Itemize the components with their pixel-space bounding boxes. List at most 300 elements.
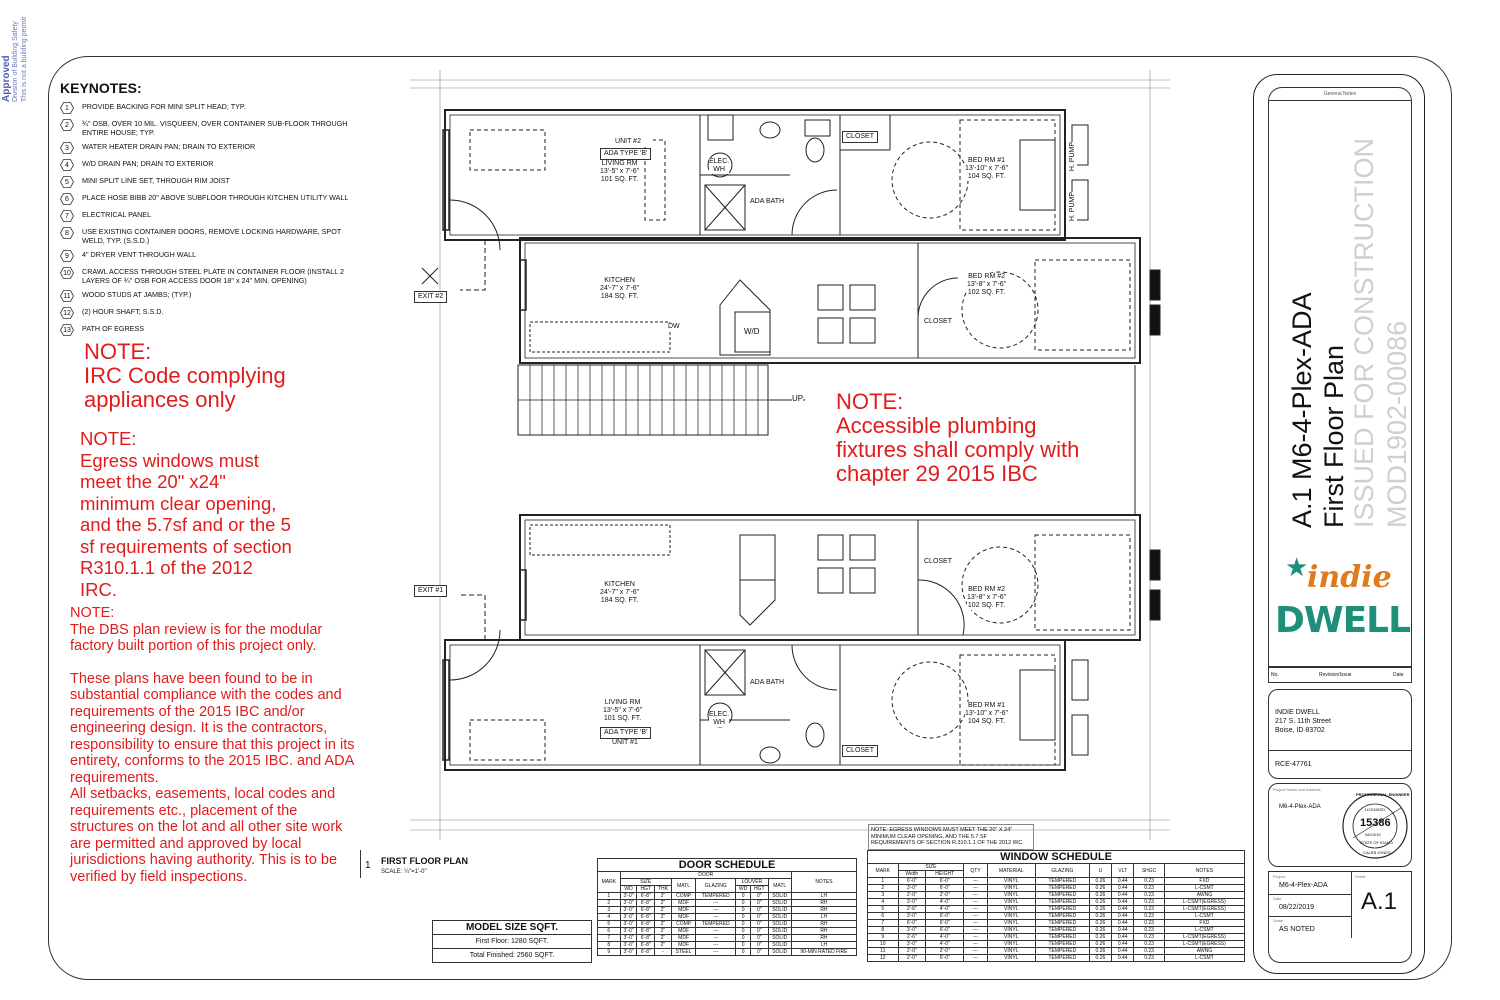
closet-bottom-upper-label: CLOSET <box>924 558 953 565</box>
sheet-title-2: First Floor Plan <box>1319 344 1349 528</box>
window-schedule-cell: 4'-0" <box>926 941 964 948</box>
window-schedule-cell: TEMPERED <box>1035 892 1089 899</box>
plumbing-note <box>836 390 1136 486</box>
window-schedule-cell: VINYL <box>987 899 1035 906</box>
egress-note-line: sf requirements of section <box>80 535 292 557</box>
window-schedule-cell: --- <box>964 892 987 899</box>
date-value: 08/22/2019 <box>1279 904 1315 911</box>
door-schedule-cell: --- <box>696 928 736 935</box>
rev-issue-label: Revision/Issue <box>1319 672 1352 678</box>
door-schedule-row <box>598 928 857 935</box>
window-schedule-cell: VINYL <box>987 927 1035 934</box>
window-schedule-cell: AWNG <box>1164 892 1244 899</box>
window-schedule-cell: 11 <box>868 948 899 955</box>
title-block-main <box>1268 87 1412 667</box>
proj-label: Project <box>1273 874 1286 879</box>
keynote-number: 4 <box>65 161 69 169</box>
window-schedule-cell: 0.44 <box>1112 878 1134 885</box>
window-schedule-cell: FXD <box>1164 878 1244 885</box>
door-schedule-cell: 8 <box>598 942 621 949</box>
window-schedule-cell: 3 <box>868 892 899 899</box>
proj-value: M6-4-Plex-ADA <box>1279 882 1328 889</box>
door-schedule-cell: 5 <box>598 921 621 928</box>
living-room-2-label: LIVING RM 13'-5" x 7'-6" 101 SQ. FT. <box>600 160 640 183</box>
irc-note-title: NOTE: <box>84 339 152 364</box>
keynote-number: 9 <box>65 252 69 260</box>
dbs-note-text: The DBS plan review is for the modular factory built portion of this project only. <box>70 621 323 654</box>
door-schedule-table <box>597 871 857 956</box>
window-schedule-cell: 0.23 <box>1134 941 1165 948</box>
keynote-hex-icon <box>60 159 74 171</box>
keynote-item <box>60 210 360 222</box>
door-schedule-cell: MDF <box>671 900 695 907</box>
window-schedule-cell: VINYL <box>987 892 1035 899</box>
setbacks-note-text: All setbacks, easements, local codes and requirements etc., placement of the structures on the lot and all other site work are permitted and approved by local jurisdictions having authority. This is to be verified by field inspections. <box>70 786 343 885</box>
window-schedule-cell: 2'-0" <box>898 892 926 899</box>
window-schedule-cell: 6'-0" <box>926 913 964 920</box>
keynotes-title: KEYNOTES: <box>60 80 142 96</box>
door-schedule-cell: 0 <box>736 928 751 935</box>
egress-note-line: and the 5.7sf and or the 5 <box>80 514 291 535</box>
title-block <box>1253 74 1425 974</box>
door-schedule <box>597 858 857 956</box>
window-schedule-cell: FXD <box>1164 920 1244 927</box>
irc-note <box>84 340 364 412</box>
door-schedule-cell: SOLID <box>768 928 791 935</box>
door-schedule-cell: RH <box>791 928 856 935</box>
window-schedule-cell: VINYL <box>987 934 1035 941</box>
window-schedule-cell: 4'-0" <box>926 934 964 941</box>
door-schedule-cell: LH <box>791 942 856 949</box>
door-schedule-cell: LH <box>791 893 856 900</box>
window-schedule-row <box>868 941 1245 948</box>
door-h-size: SIZE <box>620 879 671 886</box>
door-schedule-cell: 3'-0" <box>620 942 637 949</box>
door-schedule-row <box>598 893 857 900</box>
egress-note-title: NOTE: <box>80 428 137 449</box>
door-schedule-cell: 6'-8" <box>637 900 655 907</box>
window-schedule-cell: 0.23 <box>1134 955 1165 962</box>
window-schedule-cell: 0.23 <box>1134 892 1165 899</box>
stair-up-label: UP <box>792 394 804 403</box>
win-h-height: HEIGHT <box>926 871 964 878</box>
stamp-line1: Division of Building Safety <box>12 21 19 102</box>
door-schedule-cell: 7 <box>598 935 621 942</box>
rce-number: RCE-47761 <box>1275 761 1312 768</box>
door-schedule-cell: 6'-8" <box>637 949 655 956</box>
model-size-total: Total Finished: 2560 SQFT. <box>469 952 555 959</box>
window-schedule-cell: TEMPERED <box>1035 878 1089 885</box>
dishwasher-label: DW <box>668 323 680 330</box>
window-schedule-row <box>868 885 1245 892</box>
door-schedule-cell: --- <box>696 907 736 914</box>
keynote-hex-icon <box>60 290 74 302</box>
keynote-number: 1 <box>65 104 69 112</box>
window-schedule-cell: 6'-0" <box>926 878 964 885</box>
door-schedule-cell: SOLID <box>768 907 791 914</box>
washer-dryer-label: W/D <box>744 327 760 336</box>
closet-top-label: CLOSET <box>842 131 878 143</box>
door-schedule-cell: 6'-8" <box>637 907 655 914</box>
door-schedule-cell: 2 <box>598 900 621 907</box>
win-h-u: U <box>1089 864 1111 878</box>
window-schedule-cell: TEMPERED <box>1035 913 1089 920</box>
door-schedule-cell: 3'-0" <box>620 928 637 935</box>
window-schedule <box>867 850 1245 962</box>
door-schedule-cell: 3'-0" <box>620 949 637 956</box>
unit1-label: UNIT #1 <box>612 739 638 746</box>
door-schedule-cell: 0 <box>736 949 751 956</box>
window-schedule-cell: 8 <box>868 927 899 934</box>
keynote-item <box>60 290 360 302</box>
door-schedule-cell: - <box>655 949 672 956</box>
window-schedule-cell: 6'-0" <box>898 920 926 927</box>
exit-1-label: EXIT #1 <box>414 585 447 597</box>
door-schedule-cell: 3'-0" <box>620 914 637 921</box>
door-schedule-cell: SOLID <box>768 914 791 921</box>
window-schedule-cell: 3'-0" <box>898 885 926 892</box>
logo-dwell: DWELL <box>1275 600 1411 641</box>
keynote-text: MINI SPLIT LINE SET, THROUGH RIM JOIST <box>82 176 230 185</box>
win-h-size: SIZE <box>898 864 964 871</box>
egress-note-line: Egress windows must <box>80 449 259 471</box>
window-schedule-cell: 6'-0" <box>926 885 964 892</box>
door-schedule-cell: --- <box>696 942 736 949</box>
keynote-text: PATH OF EGRESS <box>82 324 145 333</box>
window-schedule-cell: 0.26 <box>1089 941 1111 948</box>
window-schedule-cell: VINYL <box>987 885 1035 892</box>
window-schedule-cell: 7 <box>868 920 899 927</box>
door-schedule-title: DOOR SCHEDULE <box>597 858 857 871</box>
window-schedule-cell: 0.26 <box>1089 955 1111 962</box>
keynote-hex-icon <box>60 307 74 319</box>
window-schedule-cell: 0.26 <box>1089 920 1111 927</box>
window-schedule-cell: 3'-0" <box>898 941 926 948</box>
dbs-note-title: NOTE: <box>70 605 115 621</box>
window-schedule-cell: 0.26 <box>1089 878 1111 885</box>
door-schedule-cell: --- <box>696 935 736 942</box>
irc-note-line1: IRC Code complying <box>84 363 286 388</box>
window-schedule-row <box>868 948 1245 955</box>
window-schedule-cell: 0.44 <box>1112 948 1134 955</box>
elec-wh-1-label: ELEC. WH <box>709 711 730 726</box>
keynote-item <box>60 324 360 336</box>
window-schedule-cell: --- <box>964 885 987 892</box>
window-schedule-cell: 0.44 <box>1112 934 1134 941</box>
door-h-wd: WD <box>620 886 637 893</box>
keynote-hex-icon <box>60 193 74 205</box>
window-schedule-cell: 0.26 <box>1089 892 1111 899</box>
door-schedule-cell: 0" <box>750 900 768 907</box>
scale-value: AS NOTED <box>1279 926 1315 933</box>
door-schedule-row <box>598 935 857 942</box>
door-schedule-cell: 0 <box>736 914 751 921</box>
door-schedule-cell: 2" <box>655 900 672 907</box>
keynote-hex-icon <box>60 210 74 222</box>
door-schedule-cell: 0" <box>750 928 768 935</box>
door-schedule-cell: 0" <box>750 907 768 914</box>
keynote-number: 8 <box>65 229 69 237</box>
keynote-number: 10 <box>63 269 71 277</box>
door-schedule-row <box>598 942 857 949</box>
door-schedule-cell: COMP <box>671 893 695 900</box>
win-h-notes: NOTES <box>1164 864 1244 878</box>
door-schedule-cell: 2" <box>655 935 672 942</box>
egress-note-lines <box>80 450 350 601</box>
keynote-item <box>60 227 360 245</box>
door-schedule-cell: 3'-0" <box>620 921 637 928</box>
issued-for-construction: ISSUED FOR CONSTRUCTION <box>1349 137 1379 528</box>
window-schedule-cell: 0.44 <box>1112 885 1134 892</box>
door-schedule-cell: 2" <box>655 921 672 928</box>
date-label: Date <box>1273 896 1282 901</box>
egress-note-line: IRC. <box>80 578 117 600</box>
window-schedule-row <box>868 906 1245 913</box>
window-schedule-cell: 0.26 <box>1089 948 1111 955</box>
sheet-info <box>1268 871 1412 963</box>
door-schedule-cell: 3 <box>598 907 621 914</box>
keynote-number: 11 <box>63 292 71 300</box>
door-schedule-cell: 0" <box>750 949 768 956</box>
window-schedule-cell: TEMPERED <box>1035 906 1089 913</box>
window-schedule-row <box>868 955 1245 962</box>
window-schedule-cell: 4'-0" <box>926 899 964 906</box>
window-schedule-cell: VINYL <box>987 955 1035 962</box>
door-schedule-cell: 2" <box>655 893 672 900</box>
window-schedule-cell: 10 <box>868 941 899 948</box>
window-schedule-cell: 0.44 <box>1112 913 1134 920</box>
door-schedule-cell: 4 <box>598 914 621 921</box>
window-schedule-cell: TEMPERED <box>1035 899 1089 906</box>
bedroom-1-top-label: BED RM #1 13'-10" x 7'-6" 104 SQ. FT. <box>965 157 1009 180</box>
window-schedule-cell: VINYL <box>987 906 1035 913</box>
keynote-hex-icon <box>60 119 74 131</box>
door-schedule-cell: 0" <box>750 921 768 928</box>
model-size-box <box>432 920 592 963</box>
ada-bath-1-label: ADA BATH <box>750 679 785 686</box>
door-schedule-cell: 0 <box>736 893 751 900</box>
keynote-hex-icon <box>60 102 74 114</box>
egress-note-line: R310.1.1 of the 2012 <box>80 557 253 578</box>
keynote-hex-icon <box>60 324 74 336</box>
window-schedule-cell: VINYL <box>987 878 1035 885</box>
window-schedule-cell: 4 <box>868 899 899 906</box>
door-schedule-cell: 0" <box>750 914 768 921</box>
door-schedule-cell: 0 <box>736 900 751 907</box>
door-schedule-cell: 6'-8" <box>637 935 655 942</box>
window-schedule-cell: 0.26 <box>1089 934 1111 941</box>
window-schedule-cell: 0.26 <box>1089 906 1111 913</box>
model-size-first: First Floor: 1280 SQFT. <box>433 935 591 949</box>
keynote-number: 13 <box>63 326 71 334</box>
plumbing-note-line2: fixtures shall comply with <box>836 437 1080 462</box>
keynote-text: ELECTRICAL PANEL <box>82 210 152 219</box>
window-schedule-cell: 0.44 <box>1112 906 1134 913</box>
keynote-text: 4" DRYER VENT THROUGH WALL <box>82 250 197 259</box>
door-schedule-cell: SOLID <box>768 935 791 942</box>
door-schedule-cell: 0 <box>736 921 751 928</box>
window-schedule-cell: VINYL <box>987 913 1035 920</box>
window-schedule-cell: 9 <box>868 934 899 941</box>
window-schedule-cell: TEMPERED <box>1035 934 1089 941</box>
keynote-item <box>60 307 360 319</box>
win-h-material: MATERIAL <box>987 864 1035 878</box>
window-schedule-cell: 3'-0" <box>898 899 926 906</box>
door-schedule-cell: SOLID <box>768 893 791 900</box>
window-schedule-cell: 6'-0" <box>926 920 964 927</box>
door-schedule-cell: SOLID <box>768 949 791 956</box>
win-h-qty: QTY <box>964 864 987 878</box>
keynote-hex-icon <box>60 250 74 262</box>
stamp-title: Approved <box>1 55 12 102</box>
window-schedule-table <box>867 863 1245 962</box>
window-schedule-cell: 0.44 <box>1112 955 1134 962</box>
keynote-item <box>60 119 360 137</box>
firm-address-1: 217 S. 11th Street <box>1275 718 1331 725</box>
window-schedule-cell: 0.23 <box>1134 906 1165 913</box>
keynote-item <box>60 267 360 285</box>
window-schedule-cell: 6'-0" <box>926 955 964 962</box>
door-schedule-cell: TEMPERED <box>696 893 736 900</box>
window-schedule-cell: L-CSMT(EGRESS) <box>1164 934 1244 941</box>
window-schedule-cell: --- <box>964 927 987 934</box>
keynotes-list <box>60 102 360 336</box>
window-schedule-cell: 2'-0" <box>898 948 926 955</box>
door-h-glazing: GLAZING <box>696 879 736 893</box>
seal-name: CALEB JONES <box>1363 850 1391 855</box>
window-schedule-cell: L-CSMT(EGRESS) <box>1164 899 1244 906</box>
door-schedule-cell: 2" <box>655 907 672 914</box>
rev-no-label: No. <box>1271 672 1279 678</box>
window-schedule-row <box>868 878 1245 885</box>
door-schedule-cell: 2" <box>655 942 672 949</box>
irc-note-line2: appliances only <box>84 387 236 412</box>
window-schedule-row <box>868 920 1245 927</box>
door-schedule-cell: RH <box>791 921 856 928</box>
window-schedule-cell: 2'-6" <box>898 906 926 913</box>
door-schedule-cell: 90-MIN RATED FIRE <box>791 949 856 956</box>
plumbing-note-title: NOTE: <box>836 389 904 414</box>
sheet-number: A.1 <box>1361 888 1398 915</box>
door-schedule-cell: 0" <box>750 942 768 949</box>
window-schedule-row <box>868 892 1245 899</box>
window-schedule-cell: 4'-0" <box>926 906 964 913</box>
project-name-label: Project Name and Address <box>1273 787 1321 792</box>
door-schedule-cell: 9 <box>598 949 621 956</box>
keynote-text: CRAWL ACCESS THROUGH STEEL PLATE IN CONTAINER FLOOR (INSTALL 2 LAYERS OF ¾" OSB FOR ACCESS DOOR 18" x 24" MIN. OPENING) <box>82 267 344 285</box>
window-schedule-cell: 0.44 <box>1112 892 1134 899</box>
door-schedule-cell: 0 <box>736 935 751 942</box>
seal-title: PROFESSIONAL ENGINEER <box>1356 792 1410 797</box>
door-schedule-cell: RH <box>791 900 856 907</box>
window-schedule-cell: 1 <box>868 878 899 885</box>
keynote-hex-icon <box>60 176 74 188</box>
win-h-mark: MARK <box>868 864 899 878</box>
door-h-lwd: WD <box>736 886 751 893</box>
window-schedule-cell: 0.26 <box>1089 927 1111 934</box>
door-schedule-cell: MDF <box>671 928 695 935</box>
keynote-hex-icon <box>60 142 74 154</box>
indie-dwell-logo <box>1273 552 1411 650</box>
keynote-text: PROVIDE BACKING FOR MINI SPLIT HEAD; TYP. <box>82 102 246 111</box>
window-schedule-row <box>868 934 1245 941</box>
exit-2-label: EXIT #2 <box>414 291 447 303</box>
window-schedule-cell: --- <box>964 878 987 885</box>
ada-bath-2-label: ADA BATH <box>750 198 785 205</box>
door-schedule-cell: 6'-8" <box>637 914 655 921</box>
door-schedule-cell: COMP <box>671 921 695 928</box>
window-schedule-cell: 12 <box>868 955 899 962</box>
door-schedule-cell: LH <box>791 914 856 921</box>
door-h-matl: MATL <box>671 879 695 893</box>
bedroom-2-bottom-label: BED RM #2 13'-8" x 7'-6" 102 SQ. FT. <box>967 586 1007 609</box>
window-schedule-cell: 0.26 <box>1089 885 1111 892</box>
keynote-text: PLACE HOSE BIBB 20" ABOVE SUBFLOOR THROUGH KITCHEN UTILITY WALL <box>82 193 349 202</box>
door-schedule-cell: 6'-8" <box>637 942 655 949</box>
bedroom-2-top-label: BED RM #2 13'-8" x 7'-6" 102 SQ. FT. <box>967 273 1007 296</box>
plan-scale: SCALE: ¼"=1'-0" <box>381 869 427 875</box>
heat-pump-label-2: H. PUMP <box>1069 192 1076 222</box>
door-h-matl2: MATL <box>768 879 791 893</box>
keynote-number: 5 <box>65 178 69 186</box>
window-schedule-cell: TEMPERED <box>1035 948 1089 955</box>
logo-star-icon: ★ <box>1285 552 1309 582</box>
door-schedule-cell: 3'-0" <box>620 893 637 900</box>
keynote-item <box>60 102 360 114</box>
window-schedule-cell: 0.44 <box>1112 927 1134 934</box>
window-schedule-cell: L-CSMT <box>1164 913 1244 920</box>
window-schedule-cell: 2'-0" <box>926 948 964 955</box>
door-schedule-cell: MDF <box>671 942 695 949</box>
window-schedule-cell: 0.23 <box>1134 934 1165 941</box>
plumbing-note-line3: chapter 29 2015 IBC <box>836 461 1038 486</box>
door-h-louver: LOUVER <box>736 879 768 886</box>
window-schedule-cell: --- <box>964 906 987 913</box>
window-schedule-cell: VINYL <box>987 920 1035 927</box>
door-schedule-cell: 6 <box>598 928 621 935</box>
door-schedule-cell: --- <box>696 900 736 907</box>
window-schedule-cell: 6'-0" <box>898 878 926 885</box>
keynotes-panel <box>60 80 360 341</box>
door-schedule-cell: --- <box>696 914 736 921</box>
firm-name: INDIE DWELL <box>1275 709 1320 716</box>
window-schedule-cell: VINYL <box>987 948 1035 955</box>
closet-2-top-label: CLOSET <box>924 318 953 325</box>
model-size-title: MODEL SIZE SQFT. <box>433 921 591 935</box>
revision-row <box>1268 667 1412 683</box>
window-schedule-cell: TEMPERED <box>1035 885 1089 892</box>
door-schedule-cell: 3'-0" <box>620 935 637 942</box>
door-h-notes: NOTES <box>791 872 856 893</box>
seal-licensed: LICENSED <box>1365 807 1386 812</box>
win-h-shgc: SHGC <box>1134 864 1165 878</box>
egress-note-line: meet the 20" x24" <box>80 471 226 492</box>
keynote-text: ¾" OSB, OVER 10 MIL. VISQUEEN, OVER CONTAINER SUB-FLOOR THROUGH ENTIRE HOUSE; TYP. <box>82 119 348 137</box>
keynote-item <box>60 159 360 171</box>
window-schedule-cell: --- <box>964 913 987 920</box>
win-h-width: Width <box>898 871 926 878</box>
window-schedule-cell: --- <box>964 948 987 955</box>
window-schedule-cell: L-CSMT <box>1164 927 1244 934</box>
scale-label: Scale <box>1273 918 1284 923</box>
door-schedule-cell: 3'-0" <box>620 907 637 914</box>
window-schedule-cell: --- <box>964 899 987 906</box>
window-schedule-cell: L-CSMT <box>1164 885 1244 892</box>
window-schedule-row <box>868 913 1245 920</box>
door-schedule-cell: RH <box>791 907 856 914</box>
window-schedule-cell: --- <box>964 920 987 927</box>
door-schedule-cell: RH <box>791 935 856 942</box>
